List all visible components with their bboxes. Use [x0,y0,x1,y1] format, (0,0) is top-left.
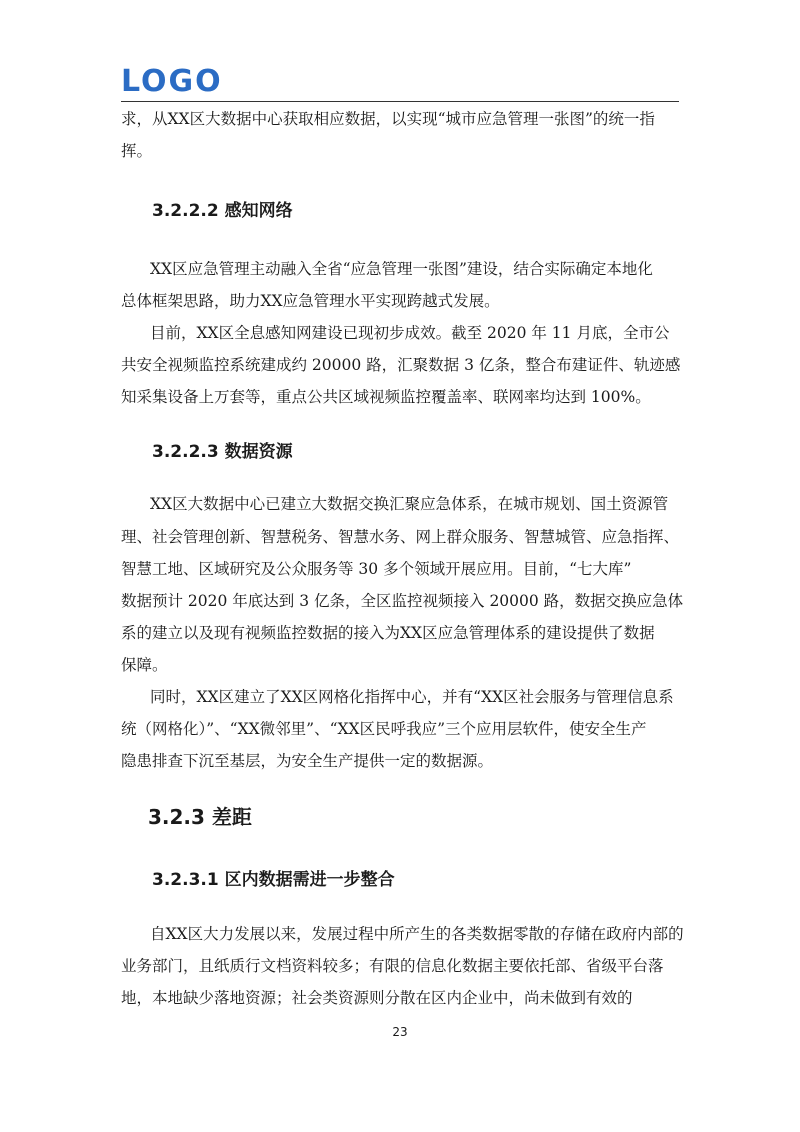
logo: LOGO [121,64,223,99]
body-line: 求，从XX区大数据中心获取相应数据，以实现“城市应急管理一张图”的统一指 [121,110,655,128]
body-line: 总体框架思路，助力XX应急管理水平实现跨越式发展。 [121,292,500,310]
section-heading-3223: 3.2.2.3 数据资源 [152,442,293,462]
section-heading-3231: 3.2.3.1 区内数据需进一步整合 [152,870,395,890]
body-line: 挥。 [121,142,153,160]
body-line: 数据预计 2020 年底达到 3 亿条，全区监控视频接入 20000 路，数据交换应急体 [121,592,684,610]
body-line: 知采集设备上万套等，重点公共区域视频监控覆盖率、联网率均达到 100%。 [121,388,651,406]
body-line: XX区大数据中心已建立大数据交换汇聚应急体系，在城市规划、国土资源管 [150,495,669,513]
body-line: 隐患排查下沉至基层，为安全生产提供一定的数据源。 [121,752,494,770]
section-heading-323: 3.2.3 差距 [148,805,252,829]
body-line: 统（网格化）”、“XX微邻里”、“XX区民呼我应”三个应用层软件，使安全生产 [121,720,647,738]
body-line: 共安全视频监控系统建成约 20000 路，汇聚数据 3 亿条，整合布建证件、轨迹感 [121,356,681,374]
body-line: 理、社会管理创新、智慧税务、智慧水务、网上群众服务、智慧城管、应急指挥、 [121,528,680,546]
body-line: 保障。 [121,656,168,674]
body-line: 自XX区大力发展以来，发展过程中所产生的各类数据零散的存储在政府内部的 [150,925,684,943]
body-line: 同时，XX区建立了XX区网格化指挥中心，并有“XX区社会服务与管理信息系 [150,688,674,706]
section-heading-3222: 3.2.2.2 感知网络 [152,201,293,221]
body-line: 地，本地缺少落地资源；社会类资源则分散在区内企业中，尚未做到有效的 [121,989,633,1007]
body-line: 系的建立以及现有视频监控数据的接入为XX区应急管理体系的建设提供了数据 [121,624,655,642]
body-line: 业务部门，且纸质行文档资料较多；有限的信息化数据主要依托部、省级平台落 [121,957,664,975]
body-line: 目前，XX区全息感知网建设已现初步成效。截至 2020 年 11 月底，全市公 [150,324,670,342]
body-line: 智慧工地、区域研究及公众服务等 30 多个领域开展应用。目前，“七大库” [121,560,632,578]
body-line: XX区应急管理主动融入全省“应急管理一张图”建设，结合实际确定本地化 [150,260,653,278]
page-number: 23 [392,1025,408,1039]
header-divider [121,101,679,102]
